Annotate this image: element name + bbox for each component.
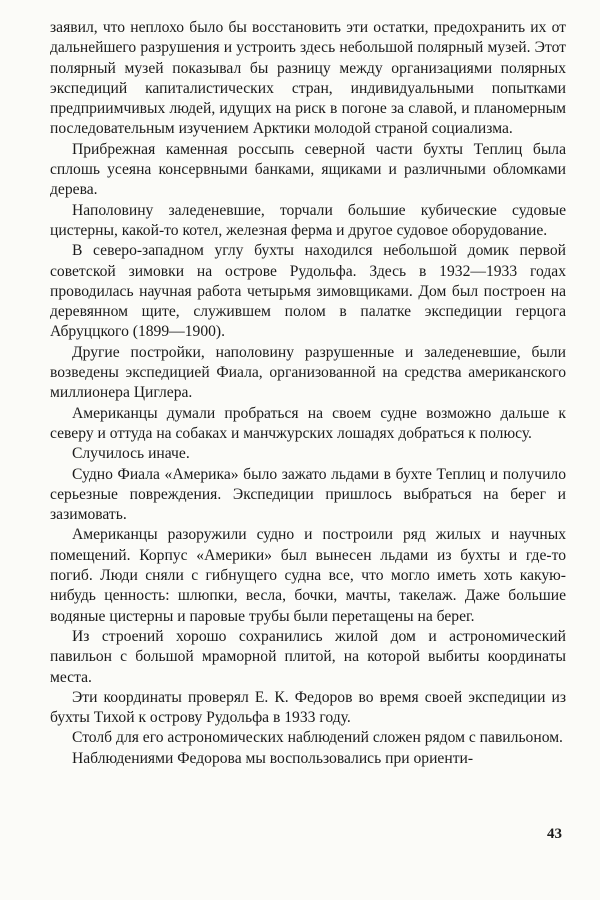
body-text bbox=[50, 18, 566, 769]
paragraph-2: Прибрежная каменная россыпь северной части бухты Теплиц была сплошь усеяна консервными банками, ящиками и различными обломками дерева. bbox=[50, 140, 566, 199]
paragraph-4: В северо-западном углу бухты находился небольшой домик первой советской зимовки на острове Рудольфа. Здесь в 1932—1933 годах проводилась научная работа четырьмя зимовщиками. Дом был построен на деревянном щите, служившем полом в палатке экспедиции герцога Абруццкого (1899—1900). bbox=[50, 242, 566, 341]
page-number: 43 bbox=[547, 826, 562, 842]
paragraph-13: Наблюдениями Федорова мы воспользовались при ориенти- bbox=[72, 749, 474, 767]
paragraph-8: Судно Фиала «Америка» было зажато льдами в бухте Теплиц и получило серьезные повреждения. Экспедиции пришлось выбраться на берег и зазимовать. bbox=[50, 465, 566, 524]
paragraph-6: Американцы думали пробраться на своем судне возможно дальше к северу и оттуда на собаках и манчжурских лошадях добраться к полюсу. bbox=[50, 404, 566, 442]
paragraph-1: заявил, что неплохо было бы восстановить эти остатки, предохранить их от дальнейшего разрушения и устроить здесь небольшой полярный музей. Этот полярный музей показывал бы разницу между организациями полярных экспедиций капиталистических стран, индивидуальными попытками предприимчивых людей, идущих на риск в погоне за славой, и планомерным последовательным изучением Арктики молодой страной социализма. bbox=[50, 19, 566, 138]
paragraph-9: Американцы разоружили судно и построили ряд жилых и научных помещений. Корпус «Америки» был вынесен льдами из бухты и где-то погиб. Люди сняли с гибнущего судна все, что могло иметь хоть какую-нибудь ценность: шлюпки, весла, бочки, мачты, такелаж. Даже большие водяные цистерны и паровые трубы были перетащены на берег. bbox=[50, 526, 566, 625]
paragraph-10: Из строений хорошо сохранились жилой дом и астрономический павильон с большой мраморной плитой, на которой выбиты координаты места. bbox=[50, 627, 566, 686]
paragraph-5: Другие постройки, наполовину разрушенные и заледеневшие, были возведены экспедицией Фиала, организованной на средства американского миллионера Циглера. bbox=[50, 343, 566, 402]
paragraph-12: Столб для его астрономических наблюдений сложен рядом с павильоном. bbox=[72, 729, 563, 747]
paragraph-3: Наполовину заледеневшие, торчали большие кубические судовые цистерны, какой-то котел, железная ферма и другое судовое оборудование. bbox=[50, 201, 566, 239]
paragraph-7: Случилось иначе. bbox=[72, 445, 190, 463]
paragraph-11: Эти координаты проверял Е. К. Федоров во время своей экспедиции из бухты Тихой к острову Рудольфа в 1933 году. bbox=[50, 688, 566, 727]
